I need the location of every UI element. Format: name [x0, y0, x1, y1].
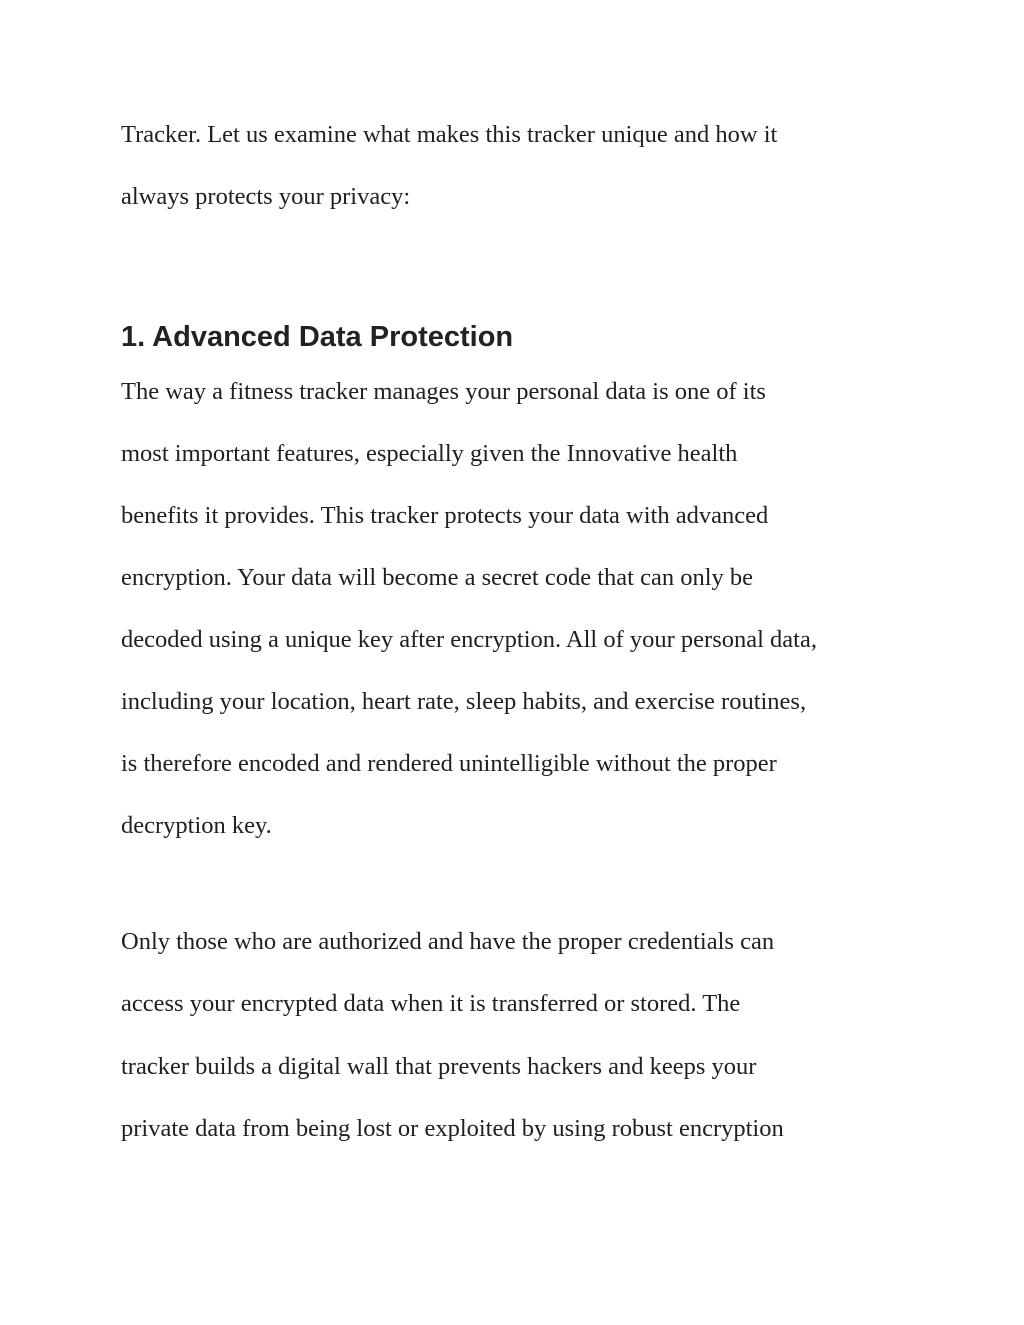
- text-line: Only those who are authorized and have the proper credentials can: [121, 928, 775, 955]
- text-line: always protects your privacy:: [121, 183, 411, 210]
- text-line: benefits it provides. This tracker protects your data with advanced: [121, 502, 769, 529]
- text-line: including your location, heart rate, sleep habits, and exercise routines,: [121, 688, 807, 715]
- text-line: Tracker. Let us examine what makes this tracker unique and how it: [121, 121, 778, 148]
- text-line: decryption key.: [121, 812, 272, 839]
- text-line: is therefore encoded and rendered unintelligible without the proper: [121, 750, 777, 777]
- text-line: tracker builds a digital wall that prevents hackers and keeps your: [121, 1053, 757, 1080]
- section-heading: 1. Advanced Data Protection: [121, 321, 514, 353]
- text-line: encryption. Your data will become a secret code that can only be: [121, 564, 754, 591]
- text-line: most important features, especially given the Innovative health: [121, 440, 738, 467]
- text-line: decoded using a unique key after encryption. All of your personal data,: [121, 626, 817, 653]
- text-line: private data from being lost or exploited by using robust encryption: [121, 1115, 784, 1142]
- text-line: The way a fitness tracker manages your personal data is one of its: [121, 378, 766, 405]
- text-line: access your encrypted data when it is transferred or stored. The: [121, 990, 741, 1017]
